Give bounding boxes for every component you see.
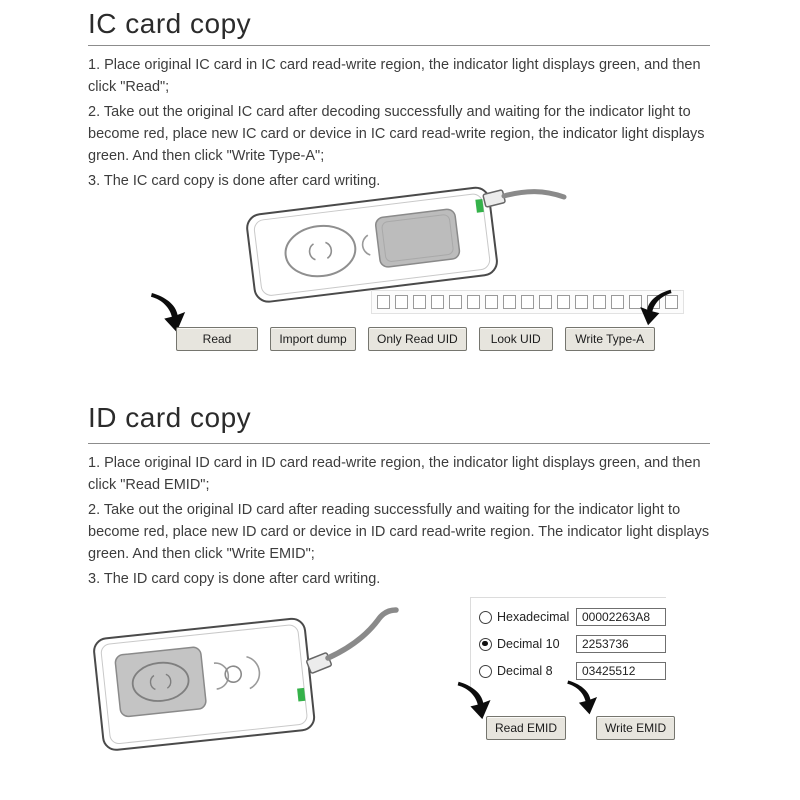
id-card-reader-illustration — [82, 598, 402, 756]
card-read-write-region — [375, 208, 460, 267]
sector-cell — [611, 295, 624, 309]
read-emid-button[interactable]: Read EMID — [486, 716, 566, 740]
indicator-led — [297, 688, 305, 702]
device-body — [246, 186, 499, 303]
usb-cable — [483, 190, 564, 207]
sector-cell — [377, 295, 390, 309]
sector-cell — [521, 295, 534, 309]
ic-step-1: 1. Place original IC card in IC card read-write region, the indicator light displays green, and then click "Read"; — [88, 57, 701, 95]
id-instructions — [88, 452, 714, 593]
sector-cell — [467, 295, 480, 309]
ic-instructions — [88, 54, 714, 195]
id-section-divider — [88, 443, 710, 444]
id-step-2: 2. Take out the original ID card after reading successfully and waiting for the indicator light to become red, place new ID card or device in ID card read-write region. The indicator light displays green. And then click "Write EMID"; — [88, 502, 710, 562]
decimal-10-label: Decimal 10 — [497, 637, 560, 651]
import-dump-button[interactable]: Import dump — [270, 327, 356, 351]
sector-cell — [431, 295, 444, 309]
only-read-uid-button[interactable]: Only Read UID — [368, 327, 467, 351]
sector-cell — [449, 295, 462, 309]
arrow-to-write-emid-icon — [566, 678, 600, 716]
write-type-a-button[interactable]: Write Type-A — [565, 327, 655, 351]
ic-section-divider — [88, 45, 710, 46]
ic-toolbar — [176, 327, 655, 351]
hexadecimal-value-field[interactable] — [576, 608, 666, 626]
hexadecimal-radio[interactable] — [479, 611, 492, 624]
sector-cell — [575, 295, 588, 309]
id-step-1: 1. Place original ID card in ID card read-write region, the indicator light displays green, and then click "Read EMID"; — [88, 455, 701, 493]
emid-panel — [470, 597, 666, 689]
sector-cell — [395, 295, 408, 309]
id-step-3: 3. The ID card copy is done after card writing. — [88, 571, 381, 587]
decimal-8-radio[interactable] — [479, 665, 492, 678]
decimal-10-value-field[interactable] — [576, 635, 666, 653]
ic-section-title: IC card copy — [88, 8, 252, 39]
sector-cell — [557, 295, 570, 309]
write-emid-button[interactable]: Write EMID — [596, 716, 675, 740]
sector-cell — [485, 295, 498, 309]
arrow-to-write-type-a-icon — [637, 287, 673, 327]
sector-cell — [593, 295, 606, 309]
look-uid-button[interactable]: Look UID — [479, 327, 553, 351]
sector-cell — [503, 295, 516, 309]
radio-row-hexadecimal — [479, 608, 666, 626]
decimal-8-label: Decimal 8 — [497, 664, 553, 678]
decimal-10-radio[interactable] — [479, 638, 492, 651]
device-body — [93, 618, 316, 752]
ic-card-reader-illustration — [228, 184, 568, 302]
ic-step-2: 2. Take out the original IC card after decoding successfully and waiting for the indicator light to become red, place new IC card or device in IC card read-write region, the indicator light displays green. And then click "Write Type-A"; — [88, 104, 705, 164]
arrow-to-read-emid-icon — [453, 679, 497, 721]
hexadecimal-label: Hexadecimal — [497, 610, 570, 624]
ic-step-3: 3. The IC card copy is done after card writing. — [88, 173, 381, 189]
read-button[interactable]: Read — [176, 327, 258, 351]
radio-row-decimal-10 — [479, 635, 666, 653]
sector-cell — [539, 295, 552, 309]
sector-cell — [413, 295, 426, 309]
usb-cable — [306, 610, 396, 674]
id-section-title: ID card copy — [88, 402, 252, 433]
card-read-write-region — [115, 647, 207, 718]
